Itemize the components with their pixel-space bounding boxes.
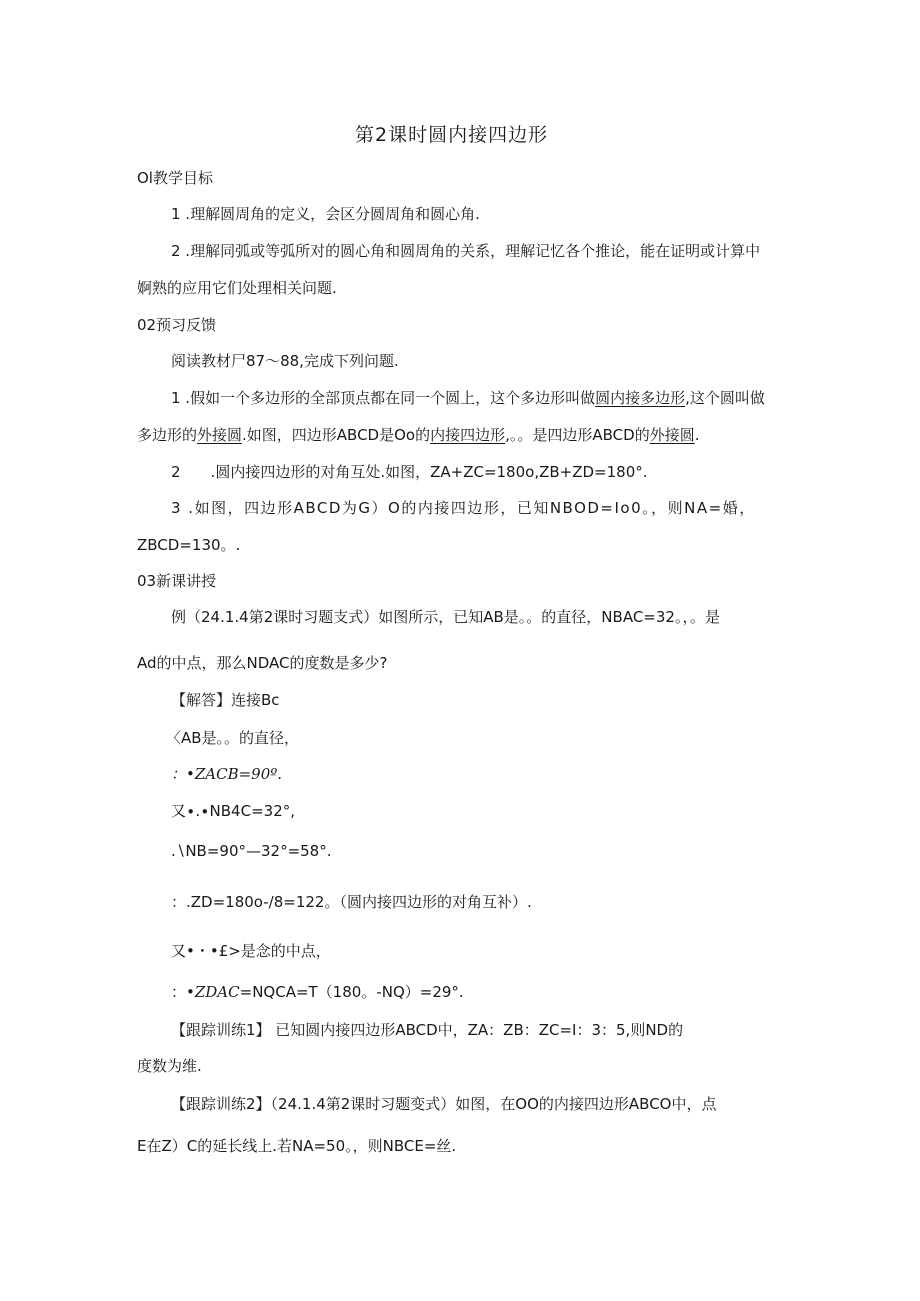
q1-answer-blank-2: 外接圆: [197, 426, 243, 444]
solution-step-6: 又•・•£>是念的中点，: [171, 942, 331, 960]
training-2-cont: E在Z）C的延长线上.若NA=50。，则NBCE=丝.: [137, 1137, 457, 1155]
page-title: 第2课时圆内接四边形: [355, 124, 549, 146]
answer-label: 【解答】连接Bc: [171, 691, 280, 709]
q2-number: 2: [171, 463, 181, 481]
q1-text-b: ,这个圆叫做: [685, 389, 765, 407]
example-problem: 例（24.1.4第2课时习题支式）如图所示，已知AB是。。的直径，NBAC=32。，。是: [171, 608, 720, 626]
objective-item-2-cont: 婀熟的应用它们处理相关问题.: [137, 279, 337, 297]
preview-question-3-cont: ZBCD=130。.: [137, 536, 241, 554]
objective-item-2: 2 .理解同弧或等弧所对的圆心角和圆周角的关系，理解记忆各个推论，能在证明或计算中: [171, 242, 761, 260]
objective-item-1: 1 .理解圆周角的定义，会区分圆周角和圆心角.: [171, 205, 480, 223]
objectives-heading: Ol教学目标: [137, 169, 213, 187]
q1-line2-text-a: 多边形的: [137, 426, 198, 444]
preview-question-3: 3 .如图，四边形ABCD为G）O的内接四边形，已知NBOD=Io0。，则NA=婚，: [171, 499, 756, 517]
solution-step-3: 又∙.∙NB4C=32°,: [171, 802, 295, 820]
q1-answer-blank-4: 外接圆: [649, 426, 695, 444]
step7-prefix: ：•: [171, 983, 195, 1001]
step7-angle: ZDAC: [194, 983, 240, 1001]
example-problem-cont: Ad的中点，那么NDAC的度数是多少?: [137, 654, 388, 672]
solution-step-5: ：.ZD=180o-/8=122。（圆内接四边形的对角互补）.: [171, 893, 532, 911]
q1-answer-blank-3: 内接四边形: [430, 426, 506, 444]
preview-question-1: [171, 388, 765, 408]
training-2: 【跟踪训练2】（24.1.4第2课时习题变式）如图，在OO的内接四边形ABCO中，点: [171, 1095, 717, 1113]
preview-question-2: [171, 462, 648, 482]
solution-step-4: .∖NB=90°—32°=58°.: [171, 842, 332, 860]
q1-line2-text-c: ,。。是四边形ABCD的: [505, 426, 650, 444]
training-1-cont: 度数为维.: [137, 1057, 202, 1075]
lesson-heading: 03新课讲授: [137, 572, 217, 590]
q1-text-a: 1 .假如一个多边形的全部顶点都在同一个圆上，这个多边形叫做: [171, 389, 596, 407]
solution-step-1: 〈AB是。。的直径，: [166, 729, 300, 747]
q1-line2-text-b: .如图，四边形ABCD是Oo的: [242, 426, 431, 444]
training-1: 【跟踪训练1】 已知圆内接四边形ABCD中，ZA：ZB：ZC=I：3：5,则ND的: [171, 1021, 684, 1039]
q1-line2-text-d: .: [694, 426, 700, 444]
solution-step-7: [171, 982, 464, 1002]
step7-rest: =NQCA=T（180。-NQ）=29°.: [239, 983, 464, 1001]
preview-question-1-cont: [137, 425, 700, 445]
solution-step-2: ：•ZACB=90º.: [171, 765, 283, 783]
q1-answer-blank-1: 圆内接多边形: [595, 389, 686, 407]
preview-heading: 02预习反馈: [137, 316, 217, 334]
preview-intro: 阅读教材尸87～88,完成下列问题.: [171, 352, 399, 370]
q2-text: .圆内接四边形的对角互处.如图，ZA+ZC=180o,ZB+ZD=180°.: [210, 463, 648, 481]
